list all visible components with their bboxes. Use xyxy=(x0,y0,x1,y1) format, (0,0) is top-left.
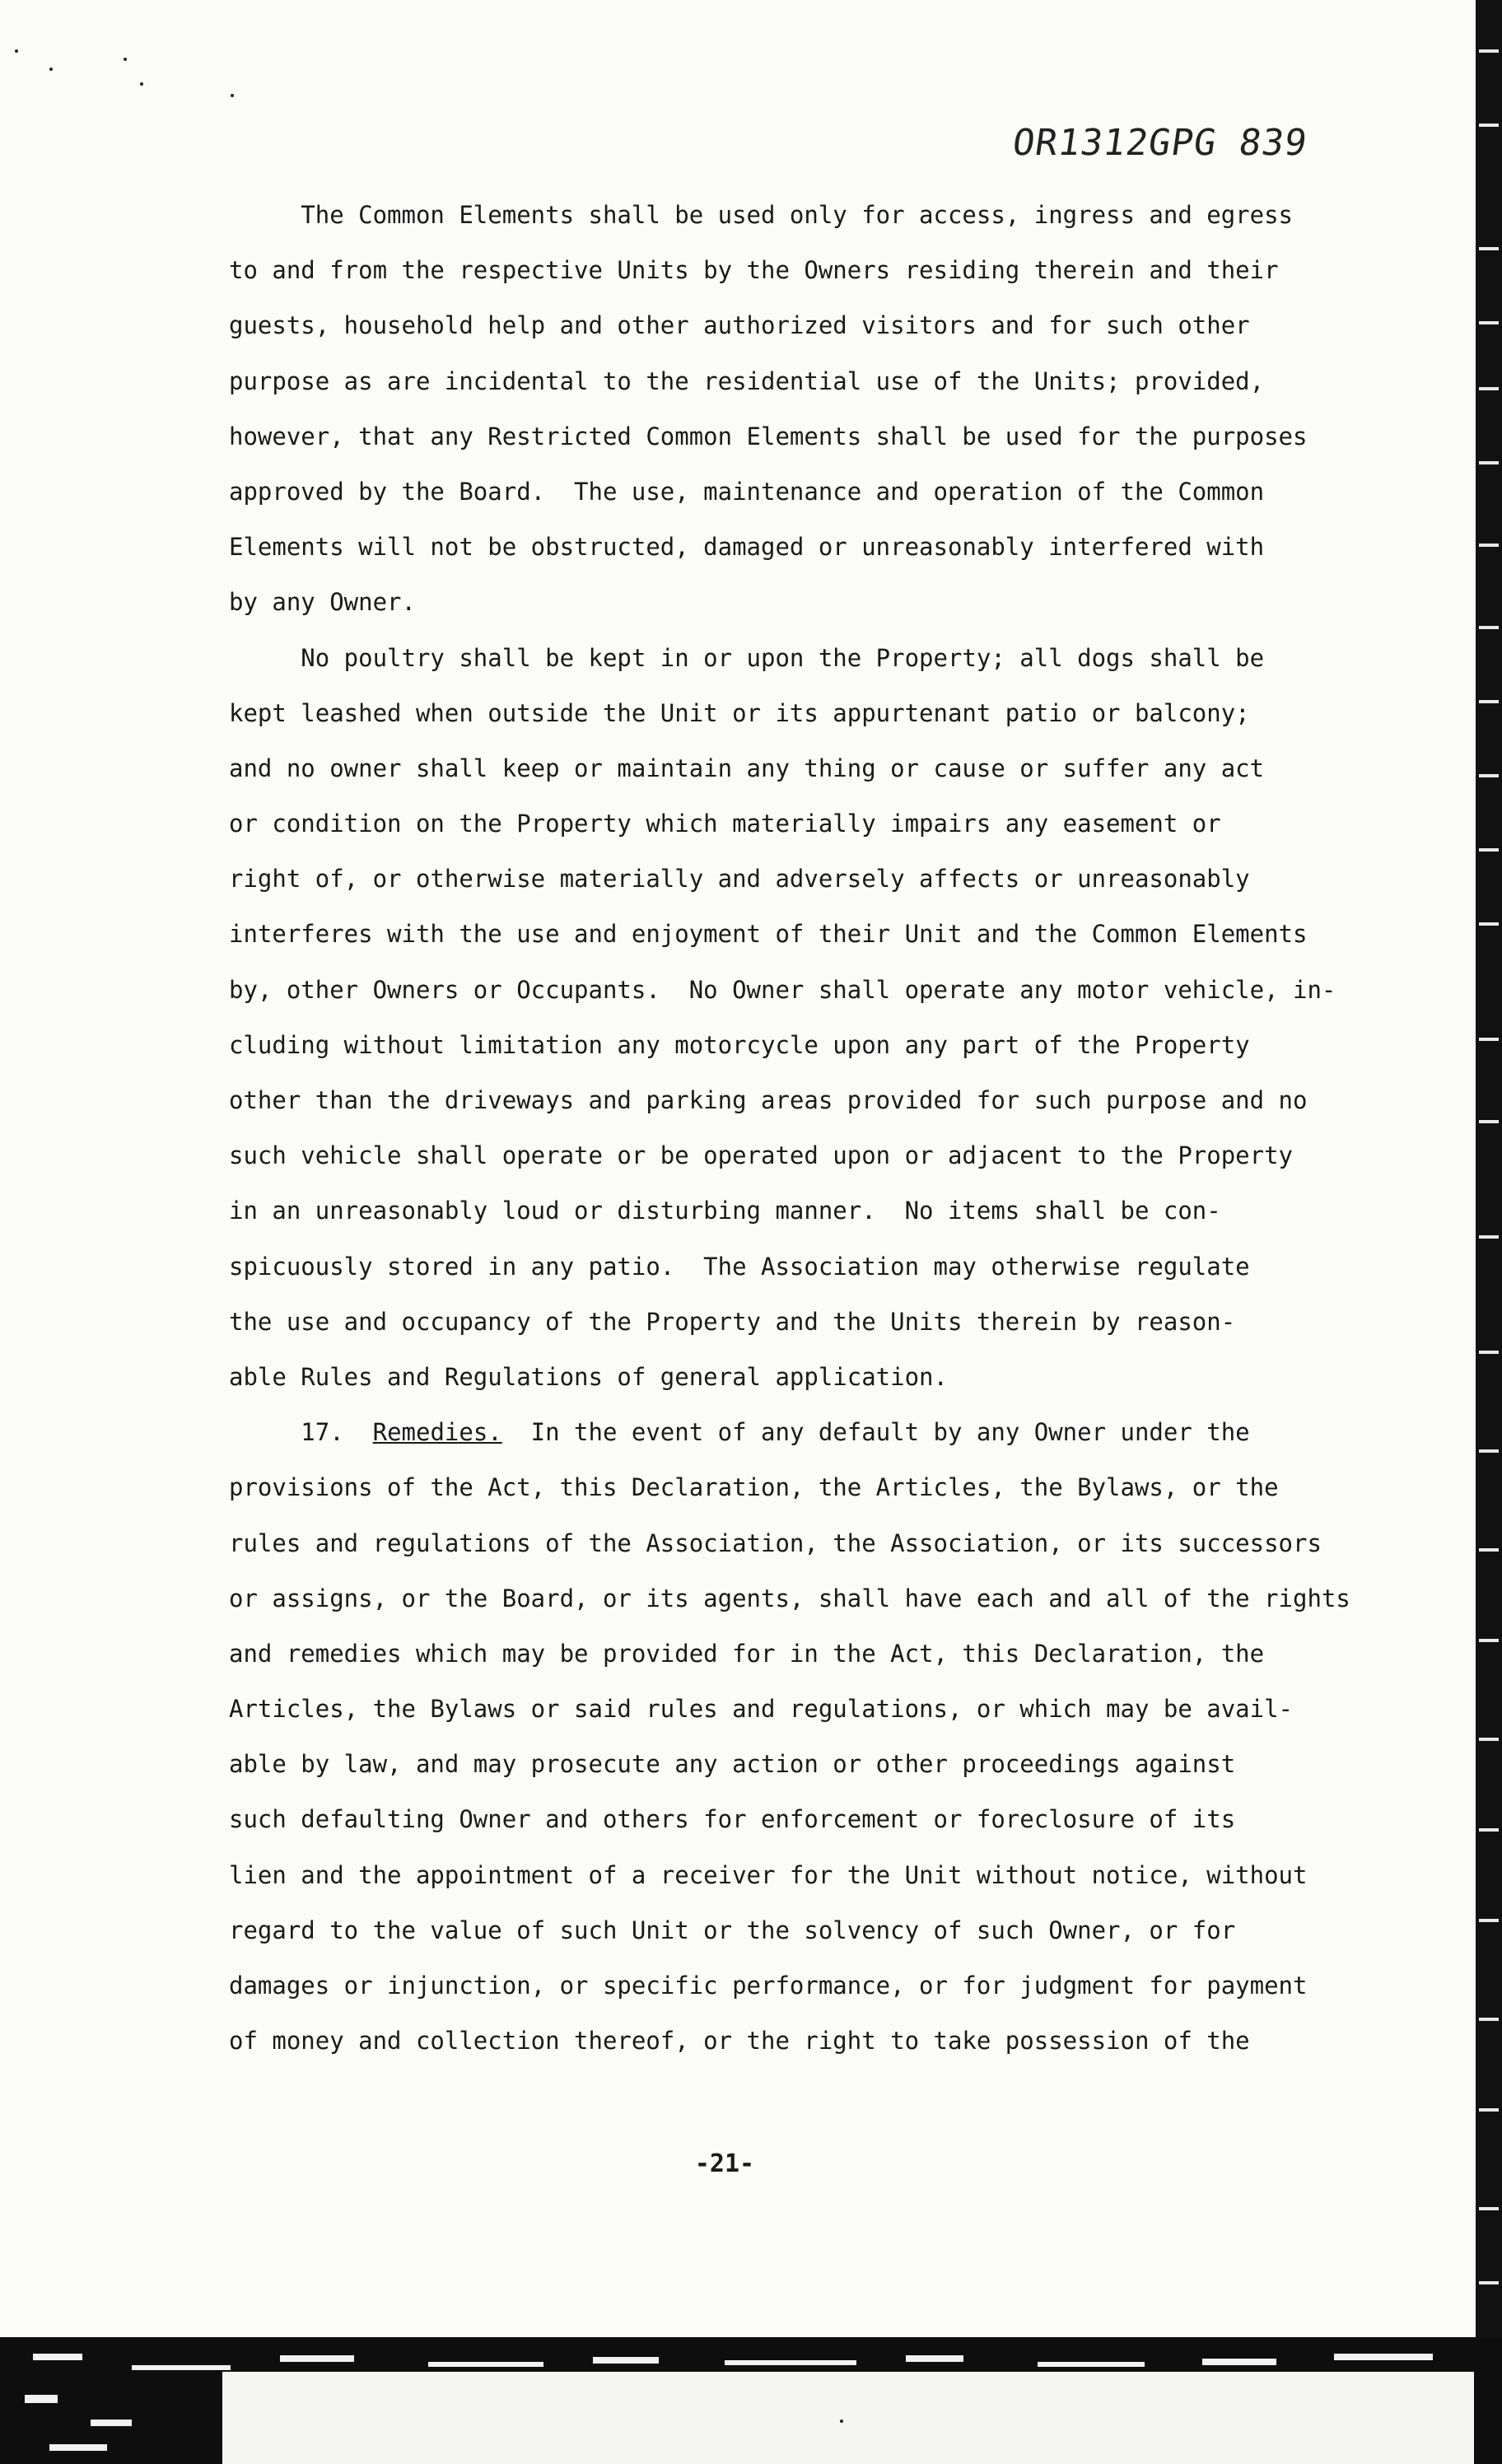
text-line: by, other Owners or Occupants. No Owner shall operate any motor vehicle, in- xyxy=(229,975,1336,1004)
text-line: the use and occupancy of the Property and the Units therein by reason- xyxy=(229,1307,1236,1336)
text-line: of money and collection thereof, or the right to take possession of the xyxy=(229,2027,1250,2056)
text-line: rules and regulations of the Association, the Association, or its successors xyxy=(229,1528,1322,1557)
text-line: lien and the appointment of a receiver for the Unit without notice, without xyxy=(229,1860,1308,1889)
text-line: regard to the value of such Unit or the solvency of such Owner, or for xyxy=(229,1916,1236,1944)
text-line: or assigns, or the Board, or its agents, shall have each and all of the rights xyxy=(229,1584,1350,1612)
text-line: and remedies which may be provided for in the Act, this Declaration, the xyxy=(229,1639,1265,1668)
page-number: -21- xyxy=(694,2149,755,2178)
text-line: approved by the Board. The use, maintenance and operation of the Common xyxy=(229,477,1265,506)
scan-border-right xyxy=(1476,0,1502,2464)
text-line: or condition on the Property which materially impairs any easement or xyxy=(229,810,1221,838)
remedies-heading-line xyxy=(229,1405,1382,1460)
text-line: kept leashed when outside the Unit or its appurtenant patio or balcony; xyxy=(229,698,1250,727)
remedies-first-line-rest: In the event of any default by any Owner under the xyxy=(501,1418,1250,1447)
text-line: purpose as are incidental to the residential use of the Units; provided, xyxy=(229,366,1265,395)
document-body xyxy=(229,188,1382,2069)
text-line: Articles, the Bylaws or said rules and regulations, or which may be avail- xyxy=(229,1695,1294,1724)
scan-paper-edge xyxy=(222,2372,1474,2464)
text-line: right of, or otherwise materially and adversely affects or unreasonably xyxy=(229,865,1250,894)
text-line: cluding without limitation any motorcycle upon any part of the Property xyxy=(229,1030,1250,1059)
text-line: spicuously stored in any patio. The Association may otherwise regulate xyxy=(229,1252,1250,1281)
text-line: to and from the respective Units by the Owners residing therein and their xyxy=(229,256,1279,285)
remedies-heading: Remedies. xyxy=(372,1418,502,1447)
text-line: interferes with the use and enjoyment of their Unit and the Common Elements xyxy=(229,920,1308,949)
text-line: Elements will not be obstructed, damaged or unreasonably interfered with xyxy=(229,533,1265,562)
text-line: provisions of the Act, this Declaration, the Articles, the Bylaws, or the xyxy=(229,1473,1279,1502)
text-line: however, that any Restricted Common Elements shall be used for the purposes xyxy=(229,422,1308,450)
text-line: guests, household help and other authorized visitors and for such other xyxy=(229,311,1250,340)
text-line: damages or injunction, or specific performance, or for judgment for payment xyxy=(229,1972,1308,2000)
text-line: able by law, and may prosecute any action or other proceedings against xyxy=(229,1750,1236,1779)
text-line: in an unreasonably loud or disturbing manner. No items shall be con- xyxy=(229,1197,1221,1225)
text-line: by any Owner. xyxy=(229,588,416,617)
text-line: and no owner shall keep or maintain any thing or cause or suffer any act xyxy=(229,754,1265,782)
text-line: able Rules and Regulations of general application. xyxy=(229,1362,948,1391)
text-line: other than the driveways and parking areas provided for such purpose and no xyxy=(229,1086,1308,1114)
section-number: 17. xyxy=(229,1418,373,1447)
text-line: such defaulting Owner and others for enforcement or foreclosure of its xyxy=(229,1805,1236,1834)
text-line: No poultry shall be kept in or upon the Property; all dogs shall be xyxy=(229,643,1265,672)
document-reference-number: OR1312GPG 839 xyxy=(1010,122,1310,164)
text-line: The Common Elements shall be used only for access, ingress and egress xyxy=(229,201,1294,229)
text-line: such vehicle shall operate or be operated upon or adjacent to the Property xyxy=(229,1141,1294,1170)
